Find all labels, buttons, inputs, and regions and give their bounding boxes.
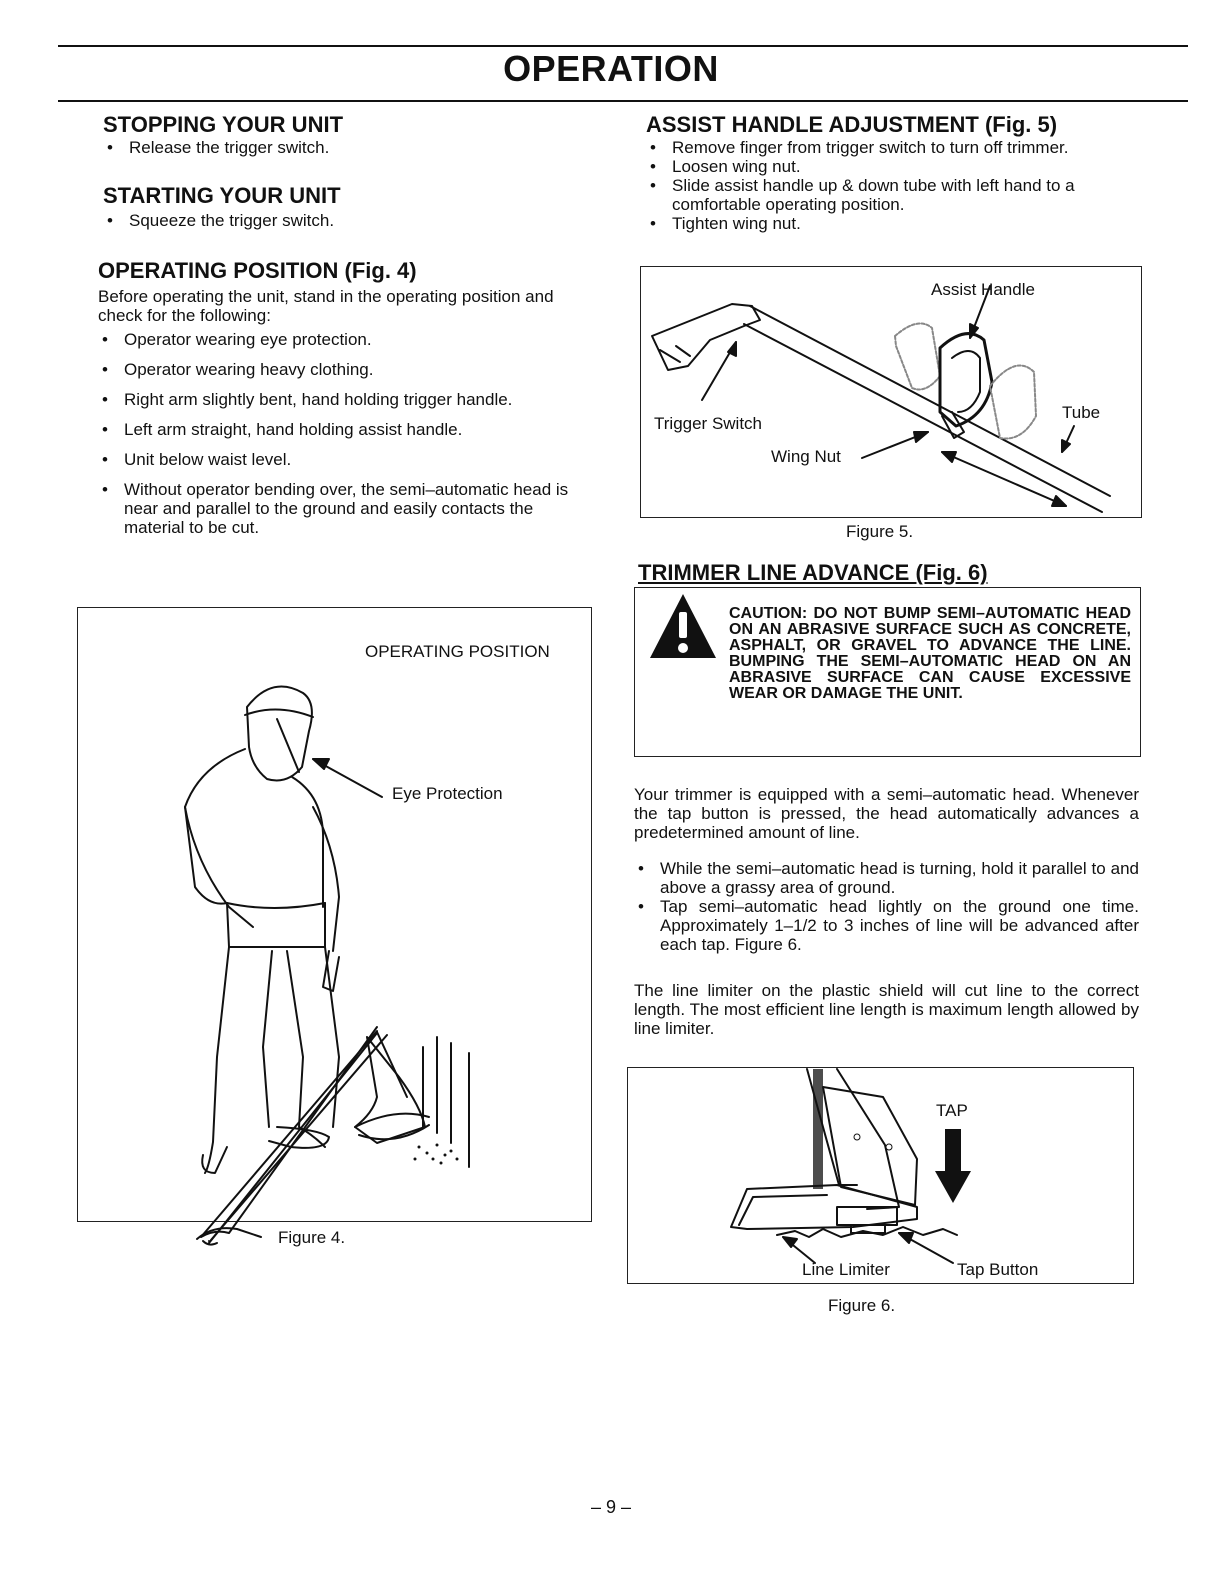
operating-position-list — [98, 330, 598, 537]
figure-5-wingnut-label: Wing Nut — [771, 447, 841, 466]
starting-list — [103, 211, 603, 230]
title-rule — [58, 100, 1188, 102]
list-item: • Left arm straight, hand holding assist handle. — [98, 420, 598, 439]
list-item: • Unit below waist level. — [98, 450, 598, 469]
trimmer-line-para1: Your trimmer is equipped with a semi–automatic head. Whenever the tap button is pressed, the head automatically advances a predetermined amount of line. — [634, 785, 1139, 842]
stopping-heading: STOPPING YOUR UNIT — [103, 112, 344, 137]
operating-position-heading: OPERATING POSITION (Fig. 4) — [98, 258, 417, 283]
figure-5-caption: Figure 5. — [846, 522, 914, 541]
figure-6-caption: Figure 6. — [828, 1296, 896, 1315]
list-item: • Remove finger from trigger switch to turn off trimmer. — [646, 138, 1151, 157]
list-item: • While the semi–automatic head is turning, hold it parallel to and above a grassy area of ground. — [634, 859, 1139, 897]
warning-icon — [648, 592, 718, 660]
page-title: OPERATION — [503, 48, 719, 89]
figure-6-button-label: Tap Button — [957, 1260, 1039, 1279]
list-item: • Right arm slightly bent, hand holding trigger handle. — [98, 390, 598, 409]
list-item: • Slide assist handle up & down tube with left hand to a comfortable operating position. — [646, 176, 1151, 214]
figure-4-caption: Figure 4. — [278, 1228, 346, 1247]
list-item: • Loosen wing nut. — [646, 157, 1151, 176]
list-item: • Without operator bending over, the semi–automatic head is near and parallel to the ground and easily contacts the material to be cut. — [98, 480, 598, 537]
figure-5-tube-label: Tube — [1062, 403, 1101, 422]
trimmer-line-list — [634, 859, 1139, 954]
assist-handle-heading: ASSIST HANDLE ADJUSTMENT (Fig. 5) — [646, 112, 1058, 137]
assist-handle-illustration — [640, 266, 1140, 516]
figure-5-trigger-label: Trigger Switch — [654, 414, 763, 433]
figure-6-limiter-label: Line Limiter — [802, 1260, 890, 1279]
stopping-list — [103, 138, 603, 157]
list-item: • Release the trigger switch. — [103, 138, 603, 157]
list-item: • Operator wearing heavy clothing. — [98, 360, 598, 379]
assist-handle-list — [646, 138, 1151, 233]
trimmer-line-heading: TRIMMER LINE ADVANCE (Fig. 6) — [638, 560, 988, 585]
starting-heading: STARTING YOUR UNIT — [103, 183, 341, 208]
page-number: – 9 – — [590, 1497, 632, 1517]
list-item: • Squeeze the trigger switch. — [103, 211, 603, 230]
figure-4-eye-label: Eye Protection — [392, 784, 503, 803]
figure-6-tap-label: TAP — [936, 1101, 968, 1120]
figure-5-assist-label: Assist Handle — [931, 280, 1035, 299]
list-item: • Tighten wing nut. — [646, 214, 1151, 233]
list-item: • Tap semi–automatic head lightly on the ground one time. Approximately 1–1/2 to 3 inches of line will be advanced after each tap. Figure 6. — [634, 897, 1139, 954]
trimmer-line-para2: The line limiter on the plastic shield will cut line to the correct length. The most efficient line length is maximum length allowed by line limiter. — [634, 981, 1139, 1038]
caution-text: CAUTION: DO NOT BUMP SEMI–AUTOMATIC HEAD ON AN ABRASIVE SURFACE SUCH AS CONCRETE, ASPHALT, OR GRAVEL TO ADVANCE THE LINE. BUMPING THE SEMI–AUTOMATIC HEAD ON AN ABRASIVE SURFACE CAN CAUSE EXCESSIVE WEAR OR DAMAGE THE UNIT. — [729, 605, 1131, 702]
figure-4-title: OPERATING POSITION — [365, 642, 550, 661]
operating-position-intro: Before operating the unit, stand in the operating position and check for the following: — [98, 287, 554, 325]
operator-illustration — [77, 607, 590, 1220]
list-item: • Operator wearing eye protection. — [98, 330, 598, 349]
top-rule — [58, 45, 1188, 47]
tap-illustration — [627, 1067, 1132, 1282]
